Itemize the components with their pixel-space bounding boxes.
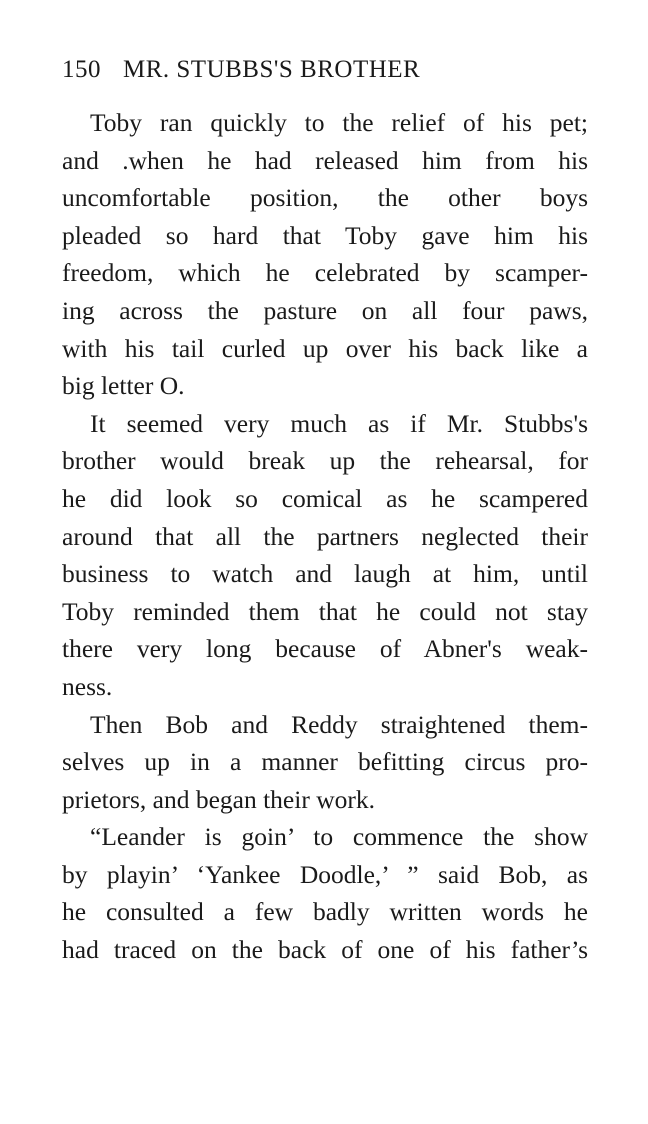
running-title: MR. STUBBS'S BROTHER bbox=[123, 56, 421, 83]
paragraph bbox=[62, 104, 588, 405]
text-line: selves up in a manner befitting circus pro- bbox=[62, 747, 588, 777]
text-line: Then Bob and Reddy straightened them- bbox=[90, 709, 588, 739]
text-line: big letter O. bbox=[62, 371, 185, 401]
text-line: he did look so comical as he scampered bbox=[62, 483, 588, 513]
running-head bbox=[62, 56, 420, 84]
page-number: 150 bbox=[62, 56, 101, 83]
body-text bbox=[62, 104, 588, 969]
text-line: he consulted a few badly written words he bbox=[62, 897, 588, 927]
text-line: ing across the pasture on all four paws, bbox=[62, 295, 588, 325]
text-line: ness. bbox=[62, 671, 113, 701]
paragraph bbox=[62, 818, 588, 968]
text-line: uncomfortable position, the other boys bbox=[62, 183, 588, 213]
text-line: business to watch and laugh at him, until bbox=[62, 559, 588, 589]
text-line: and .when he had released him from his bbox=[62, 145, 588, 175]
text-line: It seemed very much as if Mr. Stubbs's bbox=[90, 408, 588, 438]
text-line: around that all the partners neglected their bbox=[62, 521, 588, 551]
text-line: pleaded so hard that Toby gave him his bbox=[62, 220, 588, 250]
text-line: with his tail curled up over his back like a bbox=[62, 333, 588, 363]
text-line: by playin’ ‘Yankee Doodle,’ ” said Bob, as bbox=[62, 859, 588, 889]
text-line: Toby ran quickly to the relief of his pet; bbox=[90, 108, 588, 137]
text-line: Toby reminded them that he could not stay bbox=[62, 596, 588, 626]
text-line: freedom, which he celebrated by scamper- bbox=[62, 258, 588, 288]
text-line: brother would break up the rehearsal, for bbox=[62, 446, 588, 476]
text-line: there very long because of Abner's weak- bbox=[62, 634, 588, 664]
text-line: had traced on the back of one of his father’s bbox=[62, 935, 588, 965]
paragraph bbox=[62, 405, 588, 706]
text-line: “Leander is goin’ to commence the show bbox=[90, 822, 588, 852]
paragraph bbox=[62, 706, 588, 819]
text-line: prietors, and began their work. bbox=[62, 784, 375, 814]
